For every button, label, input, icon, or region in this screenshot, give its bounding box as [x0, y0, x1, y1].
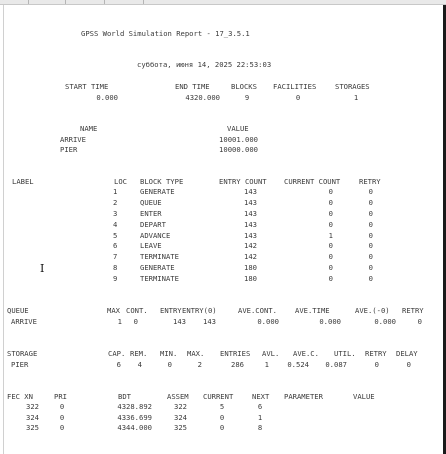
blocks-header: ENTRY COUNT — [219, 177, 267, 186]
fec-xn: 322 — [26, 402, 39, 411]
block-type: LEAVE — [140, 241, 162, 250]
report-title: GPSS World Simulation Report - 17_3.5.1 — [81, 29, 250, 38]
fec-header: PRI — [54, 392, 67, 401]
block-loc: 4 — [113, 220, 118, 229]
block-entry-count: 180 — [244, 274, 257, 283]
storage-header: UTIL. — [334, 349, 356, 358]
queue-value: 0.000 — [257, 317, 279, 326]
fec-header: CURRENT — [203, 392, 234, 401]
fec-next: 1 — [257, 413, 263, 422]
block-entry-count: 180 — [244, 263, 257, 272]
fec-current: 5 — [219, 402, 225, 411]
fec-xn: 325 — [26, 423, 39, 432]
queue-header: QUEUE — [7, 306, 29, 315]
fec-next: 6 — [257, 402, 263, 411]
block-loc: 7 — [113, 252, 118, 261]
fec-pri: 0 — [59, 413, 65, 422]
fec-header: FEC XN — [7, 392, 33, 401]
blocks-header: BLOCK TYPE — [140, 177, 184, 186]
fec-next: 8 — [257, 423, 263, 432]
storage-value: 286 — [231, 360, 244, 369]
queue-header: AVE.(-0) — [355, 306, 390, 315]
fec-header: BDT — [118, 392, 131, 401]
fec-bdt: 4328.892 — [117, 402, 152, 411]
fec-header: NEXT — [252, 392, 270, 401]
storage-header: ENTRIES — [220, 349, 251, 358]
queue-header: RETRY — [402, 306, 424, 315]
fec-pri: 0 — [59, 402, 65, 411]
queue-value: 0.000 — [319, 317, 341, 326]
storage-value: 0 — [374, 360, 379, 369]
storage-header: REM. — [130, 349, 148, 358]
queue-header: MAX — [107, 306, 120, 315]
block-entry-count: 143 — [244, 220, 257, 229]
queue-value: 143 — [203, 317, 216, 326]
block-loc: 9 — [113, 274, 118, 283]
fec-current: 0 — [219, 423, 225, 432]
block-current-count: 0 — [328, 209, 333, 218]
block-entry-count: 143 — [244, 231, 257, 240]
block-entry-count: 143 — [244, 198, 257, 207]
block-entry-count: 143 — [244, 187, 257, 196]
queue-value: 143 — [173, 317, 186, 326]
report-date: суббота, июня 14, 2025 22:53:03 — [137, 60, 272, 69]
block-current-count: 0 — [328, 263, 333, 272]
queue-header: AVE.TIME — [295, 306, 330, 315]
block-loc: 2 — [113, 198, 118, 207]
fec-bdt: 4336.699 — [117, 413, 152, 422]
block-retry: 0 — [368, 252, 373, 261]
block-current-count: 0 — [328, 187, 333, 196]
storage-header: AVL. — [262, 349, 280, 358]
blocks-header: RETRY — [359, 177, 381, 186]
block-current-count: 0 — [328, 252, 333, 261]
block-retry: 0 — [368, 187, 373, 196]
queue-value: 0 — [417, 317, 422, 326]
storage-header: STORAGE — [7, 349, 38, 358]
storage-value: 1 — [264, 360, 269, 369]
storage-header: AVE.C. — [293, 349, 319, 358]
summary-value: 9 — [244, 93, 250, 102]
storage-value: 0 — [167, 360, 172, 369]
queue-value: ARRIVE — [11, 317, 37, 326]
fec-assem: 324 — [174, 413, 187, 422]
storage-value: 0.524 — [287, 360, 309, 369]
summary-header: STORAGES — [335, 82, 370, 91]
block-current-count: 0 — [328, 274, 333, 283]
summary-value: 4320.000 — [185, 93, 220, 102]
block-loc: 5 — [113, 231, 118, 240]
block-current-count: 0 — [328, 241, 333, 250]
storage-value: PIER — [11, 360, 29, 369]
summary-value: 0 — [295, 93, 301, 102]
queue-header: ENTRY — [160, 306, 182, 315]
block-type: GENERATE — [140, 263, 175, 272]
storage-header: MAX. — [187, 349, 205, 358]
blocks-header: LOC — [114, 177, 127, 186]
block-type: TERMINATE — [140, 252, 179, 261]
block-loc: 6 — [113, 241, 118, 250]
block-loc: 1 — [113, 187, 118, 196]
block-retry: 0 — [368, 274, 373, 283]
summary-header: END TIME — [175, 82, 210, 91]
block-retry: 0 — [368, 241, 373, 250]
fec-header: PARAMETER — [284, 392, 323, 401]
storage-value: 6 — [116, 360, 121, 369]
blocks-header: CURRENT COUNT — [284, 177, 341, 186]
block-type: DEPART — [140, 220, 166, 229]
storage-header: CAP. — [108, 349, 126, 358]
block-type: TERMINATE — [140, 274, 179, 283]
name-row-label: ARRIVE — [60, 135, 86, 144]
block-type: ENTER — [140, 209, 162, 218]
block-retry: 0 — [368, 198, 373, 207]
storage-header: MIN. — [160, 349, 178, 358]
summary-value: 1 — [353, 93, 359, 102]
fec-xn: 324 — [26, 413, 39, 422]
block-current-count: 0 — [328, 220, 333, 229]
block-entry-count: 142 — [244, 241, 257, 250]
summary-value: 0.000 — [96, 93, 118, 102]
fec-current: 0 — [219, 413, 225, 422]
names-header: NAME — [80, 124, 98, 133]
block-retry: 0 — [368, 209, 373, 218]
block-type: GENERATE — [140, 187, 175, 196]
summary-header: BLOCKS — [231, 82, 257, 91]
block-current-count: 1 — [328, 231, 333, 240]
fec-header: VALUE — [353, 392, 375, 401]
summary-header: START TIME — [65, 82, 109, 91]
storage-header: DELAY — [396, 349, 418, 358]
block-current-count: 0 — [328, 198, 333, 207]
name-row-value: 10000.000 — [219, 145, 258, 154]
text-cursor-icon: I — [40, 262, 45, 275]
names-header: VALUE — [227, 124, 249, 133]
summary-header: FACILITIES — [273, 82, 317, 91]
block-loc: 8 — [113, 263, 118, 272]
block-type: QUEUE — [140, 198, 162, 207]
storage-value: 0.087 — [325, 360, 347, 369]
block-retry: 0 — [368, 231, 373, 240]
block-type: ADVANCE — [140, 231, 171, 240]
block-entry-count: 142 — [244, 252, 257, 261]
storage-header: RETRY — [365, 349, 387, 358]
queue-value: 0 — [133, 317, 138, 326]
queue-header: CONT. — [126, 306, 148, 315]
queue-value: 1 — [117, 317, 122, 326]
block-retry: 0 — [368, 220, 373, 229]
name-row-value: 10001.000 — [219, 135, 258, 144]
blocks-header: LABEL — [12, 177, 34, 186]
queue-value: 0.000 — [374, 317, 396, 326]
storage-value: 0 — [406, 360, 411, 369]
storage-value: 4 — [137, 360, 142, 369]
block-entry-count: 143 — [244, 209, 257, 218]
fec-header: ASSEM — [167, 392, 189, 401]
block-loc: 3 — [113, 209, 118, 218]
queue-header: ENTRY(0) — [182, 306, 217, 315]
fec-assem: 325 — [174, 423, 187, 432]
queue-header: AVE.CONT. — [238, 306, 277, 315]
fec-bdt: 4344.000 — [117, 423, 152, 432]
fec-pri: 0 — [59, 423, 65, 432]
name-row-label: PIER — [60, 145, 78, 154]
fec-assem: 322 — [174, 402, 187, 411]
storage-value: 2 — [197, 360, 202, 369]
block-retry: 0 — [368, 263, 373, 272]
